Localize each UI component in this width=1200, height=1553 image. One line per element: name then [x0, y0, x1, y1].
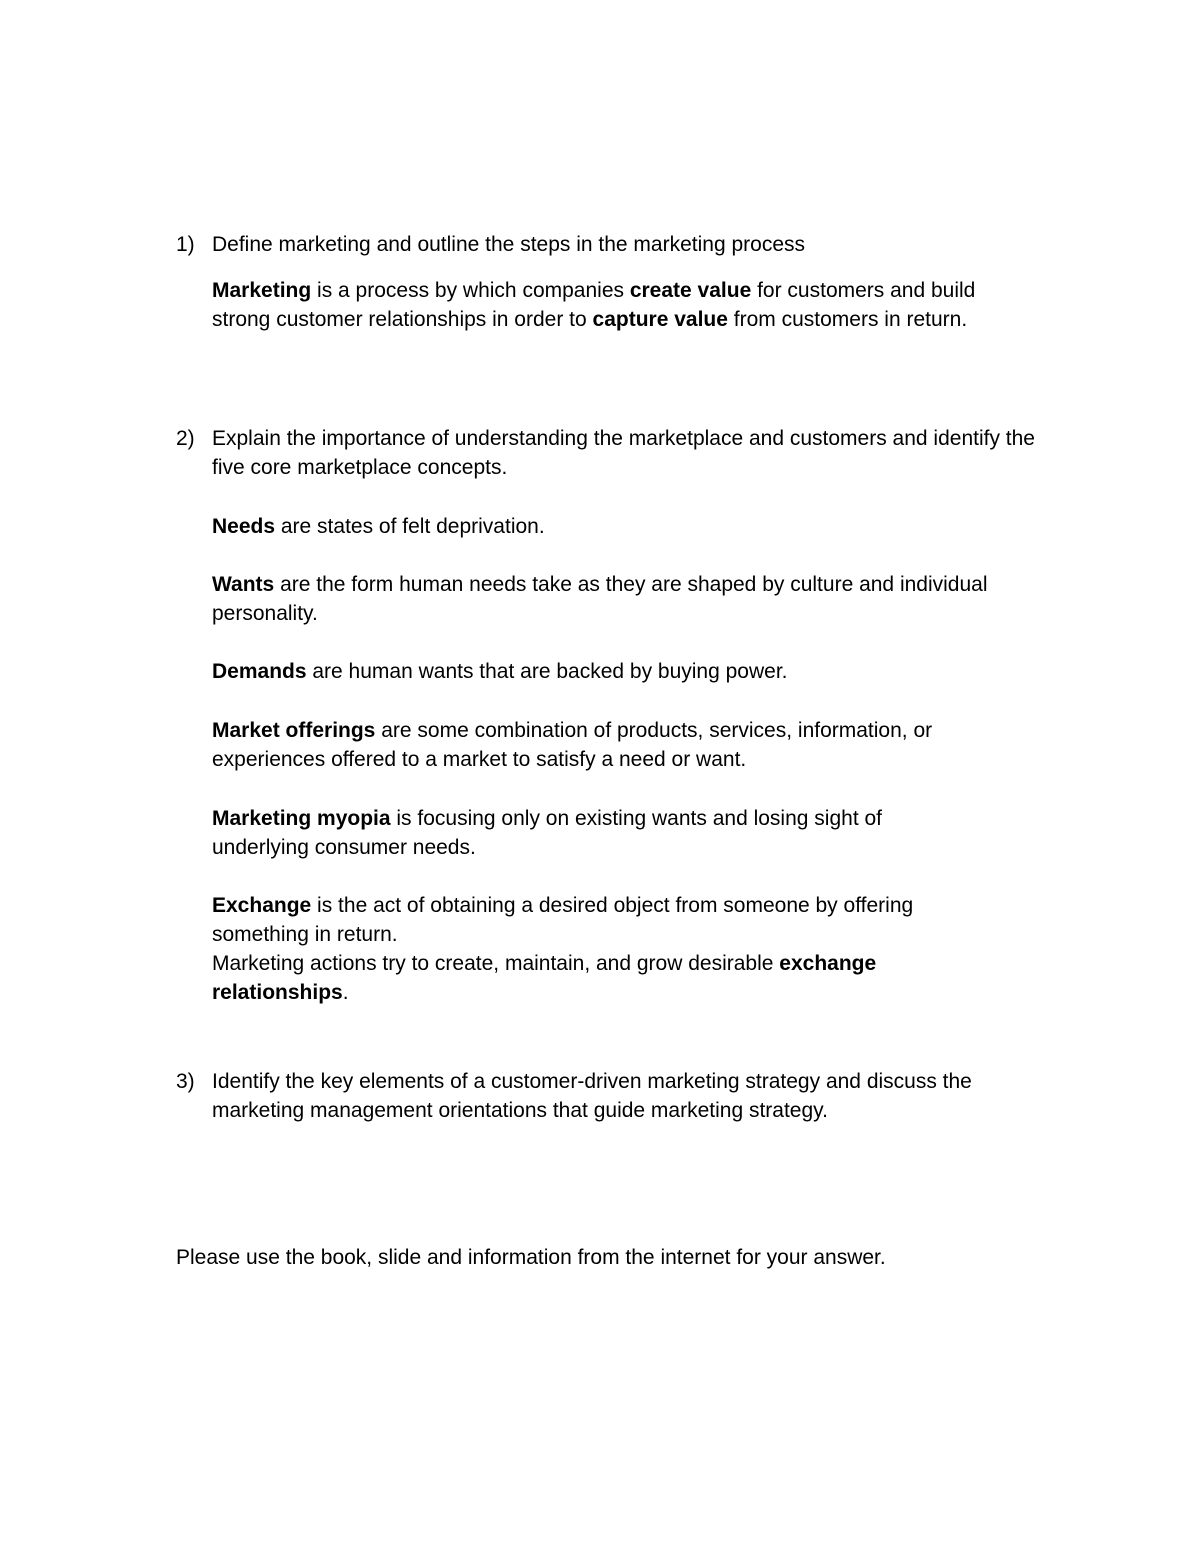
term-marketing: Marketing: [212, 279, 312, 302]
answer-text: from customers in return.: [727, 308, 968, 331]
concept-definition: is the act of obtaining a desired object from someone by offering something in return.: [212, 894, 914, 946]
term-exchange-relationships: exchange relationships: [212, 952, 877, 1004]
answer-text: is a process by which companies: [311, 279, 630, 302]
concept-definition: are some combination of products, services, information, or experiences offered to a market to satisfy a need or want.: [212, 719, 933, 771]
answer-marketing-definition: [212, 276, 992, 334]
question-number: 2): [176, 427, 195, 450]
question-text: Explain the importance of understanding the marketplace and customers and identify the five core marketplace concepts.: [212, 427, 1035, 479]
question-number: 3): [176, 1070, 195, 1093]
exchange-definition: [212, 891, 1012, 949]
term-create-value: create value: [629, 279, 752, 302]
instruction-note: Please use the book, slide and information from the internet for your answer.: [176, 1246, 886, 1269]
term-exchange: Exchange: [212, 894, 312, 917]
concept-marketing-myopia: [212, 804, 982, 862]
term-wants: Wants: [212, 573, 275, 596]
term-capture-value: capture value: [592, 308, 728, 331]
exchange-relationships: [212, 949, 972, 1007]
concept-wants: [212, 570, 1002, 628]
term-needs: Needs: [212, 515, 276, 538]
term-market-offerings: Market offerings: [212, 719, 376, 742]
question-text: Identify the key elements of a customer-driven marketing strategy and discuss the marketing management orientations that guide marketing strategy.: [212, 1070, 972, 1122]
concept-definition: are the form human needs take as they are shaped by culture and individual personality.: [212, 573, 988, 625]
concept-definition: are human wants that are backed by buying power.: [306, 660, 788, 683]
concept-market-offerings: [212, 716, 1027, 774]
concept-definition: are states of felt deprivation.: [275, 515, 545, 538]
concept-demands: [212, 657, 1032, 686]
question-1: [176, 230, 1036, 259]
concept-text: Marketing actions try to create, maintain, and grow desirable: [212, 952, 780, 975]
concept-definition: is focusing only on existing wants and losing sight of underlying consumer needs.: [212, 807, 882, 859]
answer-text: for customers and build strong customer relationships in order to: [212, 279, 976, 331]
question-text: Define marketing and outline the steps in the marketing process: [212, 233, 805, 256]
concept-needs: [212, 512, 1032, 541]
term-demands: Demands: [212, 660, 307, 683]
question-3: [176, 1067, 1036, 1125]
question-number: 1): [176, 233, 195, 256]
concept-exchange: [212, 891, 1012, 1007]
concept-text: .: [342, 981, 349, 1004]
question-2: [176, 424, 1036, 482]
term-marketing-myopia: Marketing myopia: [212, 807, 391, 830]
